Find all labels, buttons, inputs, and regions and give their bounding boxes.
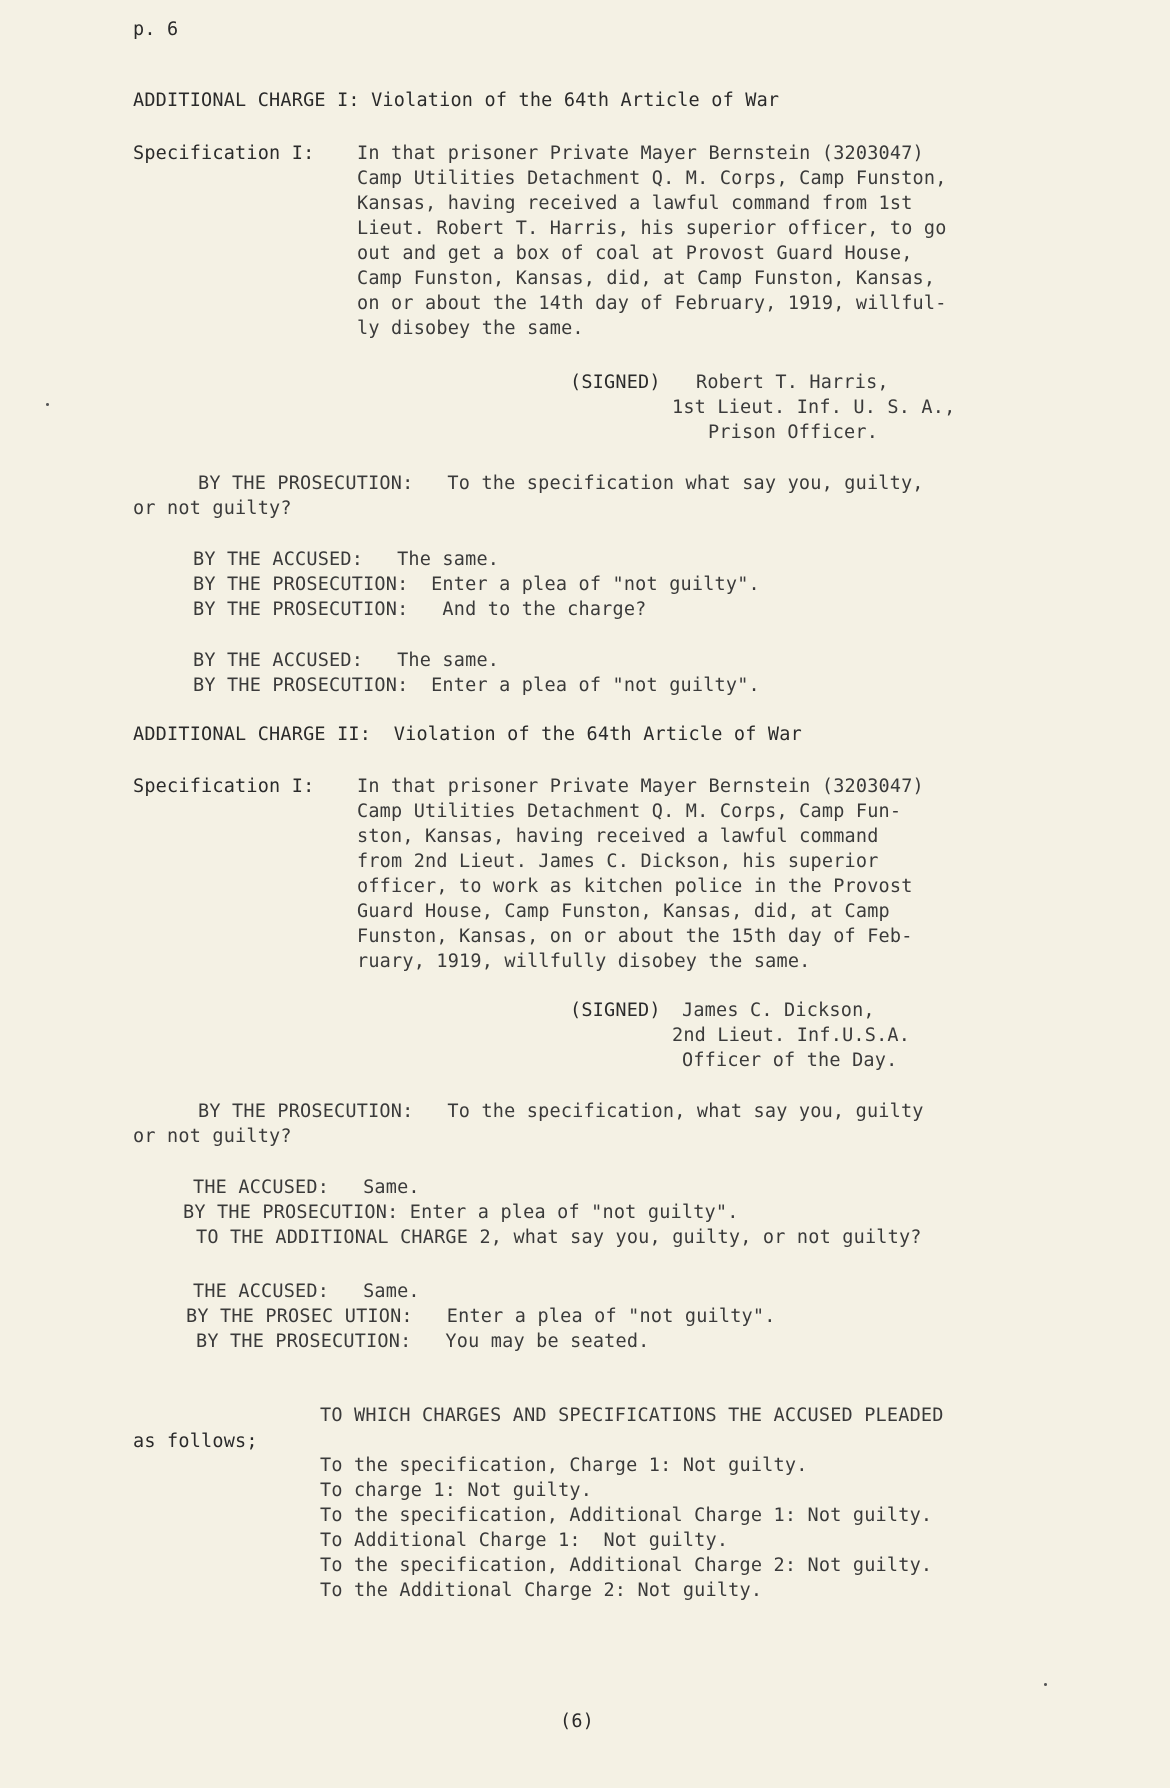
charge2-signer-rank: 2nd Lieut. Inf.U.S.A. — [672, 1025, 911, 1046]
charge2-spec-line: ruary, 1919, willfully disobey the same. — [357, 951, 811, 972]
charge2-spec-line: Guard House, Camp Funston, Kansas, did, at Camp — [357, 901, 890, 922]
charge2-spec-label: Specification I: — [133, 776, 315, 797]
plea-item: To charge 1: Not guilty. — [320, 1480, 593, 1501]
page-label: p. 6 — [133, 19, 179, 40]
paper-speck — [1044, 1683, 1047, 1686]
charge1-prosecution-question: BY THE PROSECUTION: To the specification what say you, guilty, — [198, 473, 924, 494]
charge1-spec-line: Camp Funston, Kansas, did, at Camp Funston, Kansas, — [357, 268, 936, 289]
charge2-accused-answer-2: THE ACCUSED: Same. — [193, 1281, 420, 1302]
charge1-prosecution-plea: BY THE PROSECUTION: Enter a plea of "not guilty". — [193, 574, 760, 595]
charge1-signer-title: Prison Officer. — [708, 422, 879, 443]
charge1-spec-line: Kansas, having received a lawful command from 1st — [357, 193, 913, 214]
charge1-signed-label: (SIGNED) — [570, 372, 661, 393]
plea-item: To the Additional Charge 2: Not guilty. — [320, 1580, 763, 1601]
charge2-spec-line: officer, to work as kitchen police in the Provost — [357, 876, 913, 897]
paper-speck — [46, 403, 49, 406]
plea-item: To the specification, Additional Charge 1: Not guilty. — [320, 1505, 933, 1526]
charge1-spec-line: Lieut. Robert T. Harris, his superior officer, to go — [357, 218, 947, 239]
pleas-intro-cont: as follows; — [133, 1431, 258, 1452]
charge1-spec-line: out and get a box of coal at Provost Guard House, — [357, 243, 913, 264]
charge2-signer-title: Officer of the Day. — [682, 1050, 898, 1071]
charge1-spec-line: on or about the 14th day of February, 1919, willful- — [357, 293, 947, 314]
charge1-spec-line: In that prisoner Private Mayer Bernstein (3203047) — [357, 143, 924, 164]
charge2-prosecution-question-cont: or not guilty? — [133, 1126, 292, 1147]
footer-page-number: (6) — [560, 1711, 595, 1732]
charge2-heading: ADDITIONAL CHARGE II: Violation of the 64th Article of War — [133, 724, 802, 745]
charge1-accused-answer-2: BY THE ACCUSED: The same. — [193, 650, 500, 671]
charge2-prosecution-question: BY THE PROSECUTION: To the specification, what say you, guilty — [198, 1101, 924, 1122]
charge1-accused-answer: BY THE ACCUSED: The same. — [193, 549, 500, 570]
charge2-charge-question: TO THE ADDITIONAL CHARGE 2, what say you, guilty, or not guilty? — [196, 1227, 922, 1248]
charge2-spec-line: from 2nd Lieut. James C. Dickson, his superior — [357, 851, 879, 872]
charge1-heading: ADDITIONAL CHARGE I: Violation of the 64th Article of War — [133, 90, 780, 111]
charge2-spec-line: Camp Utilities Detachment Q. M. Corps, Camp Fun- — [357, 801, 902, 822]
charge2-prosecution-plea-2: BY THE PROSEC UTION: Enter a plea of "not guilty". — [186, 1306, 776, 1327]
plea-item: To the specification, Charge 1: Not guilty. — [320, 1455, 808, 1476]
charge2-accused-answer: THE ACCUSED: Same. — [193, 1177, 420, 1198]
pleas-intro: TO WHICH CHARGES AND SPECIFICATIONS THE ACCUSED PLEADED — [320, 1405, 944, 1426]
charge2-spec-line: Funston, Kansas, on or about the 15th day of Feb- — [357, 926, 913, 947]
charge2-spec-line: In that prisoner Private Mayer Bernstein (3203047) — [357, 776, 924, 797]
charge1-prosecution-question-cont: or not guilty? — [133, 498, 292, 519]
charge1-prosecution-charge-question: BY THE PROSECUTION: And to the charge? — [193, 599, 647, 620]
charge1-prosecution-plea-2: BY THE PROSECUTION: Enter a plea of "not guilty". — [193, 675, 760, 696]
charge1-spec-label: Specification I: — [133, 143, 315, 164]
charge2-signed-label: (SIGNED) — [570, 1000, 661, 1021]
charge1-signer-rank: 1st Lieut. Inf. U. S. A., — [672, 397, 956, 418]
charge2-spec-line: ston, Kansas, having received a lawful command — [357, 826, 879, 847]
charge2-prosecution-seated: BY THE PROSECUTION: You may be seated. — [196, 1331, 650, 1352]
charge1-signer-name: Robert T. Harris, — [696, 372, 889, 393]
charge2-signer-name: James C. Dickson, — [682, 1000, 875, 1021]
charge1-spec-line: Camp Utilities Detachment Q. M. Corps, Camp Funston, — [357, 168, 947, 189]
charge1-spec-line: ly disobey the same. — [357, 318, 584, 339]
plea-item: To Additional Charge 1: Not guilty. — [320, 1530, 729, 1551]
charge2-prosecution-plea: BY THE PROSECUTION: Enter a plea of "not guilty". — [183, 1202, 739, 1223]
plea-item: To the specification, Additional Charge 2: Not guilty. — [320, 1555, 933, 1576]
